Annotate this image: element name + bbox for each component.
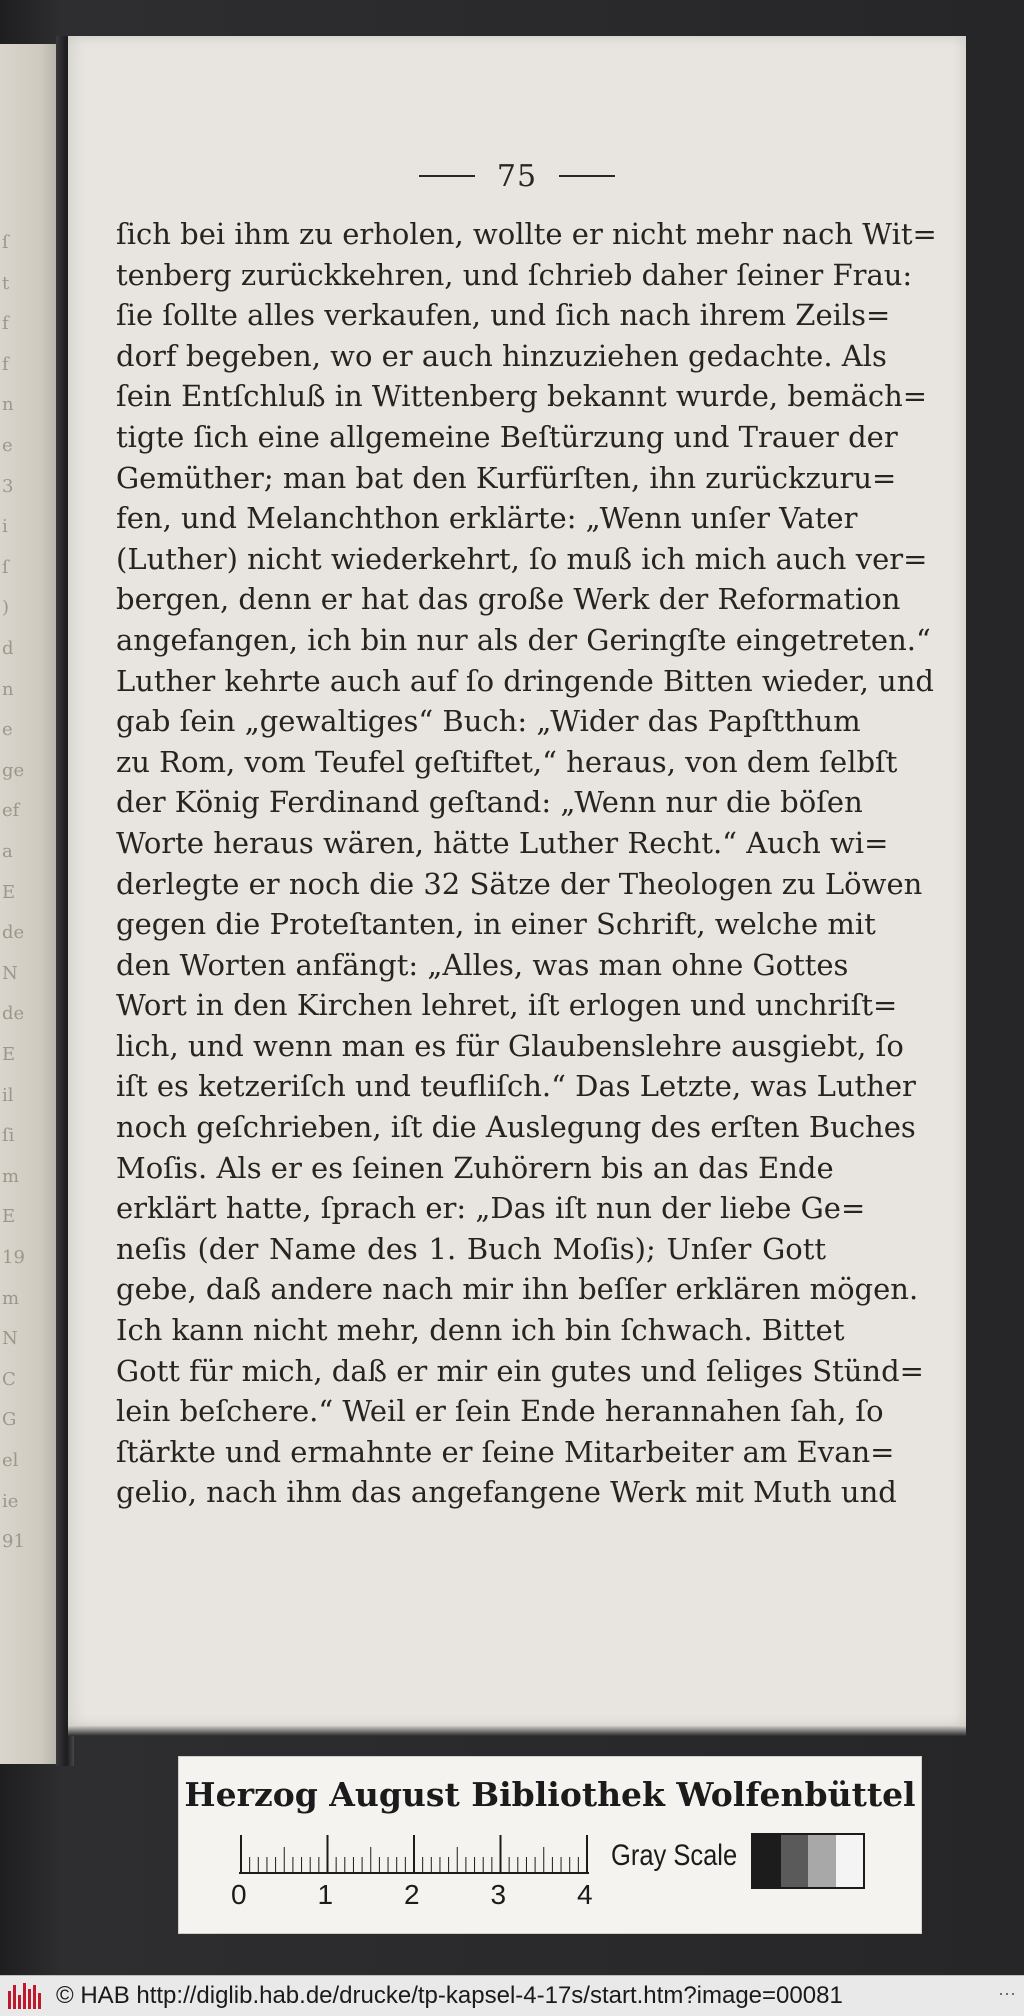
- left-page-edge-char: N: [2, 1328, 18, 1350]
- left-page-edge-char: il: [2, 1084, 14, 1106]
- gray-swatch: [753, 1835, 781, 1887]
- ruler-number: 2: [404, 1879, 420, 1910]
- left-page-edge-char: e: [2, 435, 13, 456]
- left-page-edge-char: n: [2, 678, 14, 700]
- page-header: [68, 154, 966, 198]
- left-page-edge-char: ſ: [2, 556, 9, 578]
- header-rule-right: [559, 175, 615, 177]
- gray-scale-label: Gray Scale: [611, 1839, 738, 1872]
- left-page-edge-char: t: [2, 272, 10, 294]
- color-scale-card: [178, 1756, 922, 1934]
- left-page-edge-char: de: [2, 922, 25, 944]
- left-page-edge-char: ): [2, 597, 10, 619]
- text-line: Worte heraus wären, hätte Luther Recht.“ Auch wi=: [116, 825, 889, 860]
- text-line: ſie ſollte alles verkaufen, und ſich nach ihrem Zeils=: [116, 298, 891, 333]
- left-page-edge-char: ſ: [2, 232, 9, 253]
- text-line: Ich kann nicht mehr, denn ich bin ſchwach. Bittet: [116, 1313, 845, 1348]
- left-page-edge-char: E: [2, 881, 16, 903]
- gray-scale-swatches: [751, 1833, 865, 1889]
- gray-swatch: [836, 1835, 864, 1887]
- left-page-edge-char: ge: [2, 759, 25, 781]
- footer-url[interactable]: © HAB http://diglib.hab.de/drucke/tp-kapsel-4-17s/start.htm?image=00081: [56, 1982, 843, 2009]
- left-page-edge-char: E: [2, 1206, 16, 1228]
- library-name: Herzog August Bibliothek Wolfenbüttel: [184, 1775, 916, 1814]
- left-page-edge-char: f: [2, 313, 9, 335]
- left-page-edge-char: ie: [2, 1490, 19, 1512]
- left-page-edge-char: e: [2, 719, 13, 741]
- text-line: dorf begeben, wo er auch hinzuziehen gedachte. Als: [116, 338, 887, 373]
- text-line: Gemüther; man bat den Kurfürſten, ihn zurückzuru=: [116, 460, 897, 495]
- text-line: noch geſchrieben, iſt die Auslegung des erſten Buches: [116, 1110, 916, 1145]
- left-page-edge-char: f: [2, 353, 9, 375]
- text-line: tenberg zurückkehren, und ſchrieb daher ſeiner Frau:: [116, 257, 913, 292]
- ruler-number: 3: [490, 1879, 507, 1910]
- text-line: bergen, denn er hat das große Werk der Reformation: [116, 582, 901, 617]
- text-line: angefangen, ich bin nur als der Geringſte eingetreten.“: [116, 622, 931, 657]
- text-line: Wort in den Kirchen lehret, iſt erlogen und unchriſt=: [116, 988, 898, 1023]
- text-line: ſtärkte und ermahnte er ſeine Mitarbeiter am Evan=: [116, 1434, 895, 1469]
- text-line: tigte ſich eine allgemeine Beſtürzung und Trauer der: [116, 419, 898, 454]
- left-page-edge-char: G: [2, 1409, 17, 1431]
- text-line: iſt es ketzeriſch und teufliſch.“ Das Letzte, was Luther: [116, 1069, 916, 1104]
- left-page-edge-char: n: [2, 394, 14, 416]
- left-page-edge-char: C: [2, 1368, 16, 1390]
- text-line: erklärt hatte, ſprach er: „Das iſt nun der liebe Ge=: [116, 1191, 866, 1226]
- gray-swatch: [781, 1835, 809, 1887]
- left-page-edge-char: m: [2, 1287, 20, 1309]
- left-page-edge-char: m: [2, 1165, 20, 1187]
- page-bottom-shadow: [68, 1726, 966, 1736]
- left-page-edge-char: d: [2, 638, 14, 659]
- ruler: [239, 1835, 589, 1875]
- text-line: (Luther) nicht wiederkehrt, ſo muß ich mich auch ver=: [116, 541, 928, 576]
- text-line: zu Rom, vom Teufel geſtiftet,“ heraus, von dem ſelbſt: [116, 744, 898, 779]
- text-line: Luther kehrte auch auf ſo dringende Bitten wieder, und: [116, 663, 934, 698]
- ellipsis-icon[interactable]: ⋯: [998, 1984, 1016, 2004]
- header-rule-left: [419, 175, 475, 177]
- text-line: gelio, nach ihm das angefangene Werk mit Muth und: [116, 1475, 897, 1510]
- text-line: fen, und Melanchthon erklärte: „Wenn unſer Vater: [116, 501, 858, 536]
- left-page-edge-char: E: [2, 1044, 16, 1065]
- text-line: lich, und wenn man es für Glaubenslehre ausgiebt, ſo: [116, 1028, 904, 1063]
- ruler-number: 1: [317, 1879, 334, 1910]
- text-line: neſis (der Name des 1. Buch Moſis); Unſer Gott: [116, 1231, 826, 1266]
- left-page-edge-char: ef: [2, 800, 20, 822]
- text-line: gab ſein „gewaltiges“ Buch: „Wider das Papſtthum: [116, 704, 861, 739]
- text-line: lein beſchere.“ Weil er ſein Ende herannahen ſah, ſo: [116, 1394, 884, 1429]
- text-line: gebe, daß andere nach mir ihn beſſer erklären mögen.: [116, 1272, 919, 1307]
- page-number: 75: [496, 158, 538, 194]
- text-line: ſein Entſchluß in Wittenberg bekannt wurde, bemäch=: [116, 379, 928, 414]
- left-page-edge-char: 19: [2, 1247, 25, 1268]
- ruler-numbers: [229, 1879, 599, 1913]
- left-page-edge-char: 91: [2, 1531, 25, 1553]
- footer-bar: [0, 1975, 1024, 2016]
- book-page: [68, 36, 966, 1726]
- left-page-edge-char: el: [2, 1450, 19, 1471]
- text-line: gegen die Proteſtanten, in einer Schrift, welche mit: [116, 907, 876, 942]
- left-page-edge-char: a: [2, 841, 13, 862]
- text-line: ſich bei ihm zu erholen, wollte er nicht mehr nach Wit=: [116, 217, 937, 251]
- left-page-edge-char: 3: [2, 475, 14, 497]
- text-line: Gott für mich, daß er mir ein gutes und ſeliges Stünd=: [116, 1353, 924, 1388]
- text-line: den Worten anfängt: „Alles, was man ohne Gottes: [116, 947, 849, 982]
- body-text: [116, 214, 937, 1513]
- gray-swatch: [808, 1835, 836, 1887]
- left-page-edge-char: de: [2, 1003, 25, 1025]
- left-page-edge-char: i: [2, 516, 8, 538]
- ruler-number: 0: [231, 1879, 247, 1910]
- text-line: Moſis. Als er es ſeinen Zuhörern bis an das Ende: [116, 1150, 834, 1185]
- left-page-edge-char: N: [2, 962, 18, 984]
- hab-logo-icon: [8, 1983, 42, 2009]
- left-page-edge-char: ſi: [2, 1125, 15, 1147]
- text-line: derlegte er noch die 32 Sätze der Theologen zu Löwen: [116, 866, 923, 901]
- text-line: der König Ferdinand geſtand: „Wenn nur die böſen: [116, 785, 863, 820]
- ruler-number: 4: [577, 1879, 593, 1910]
